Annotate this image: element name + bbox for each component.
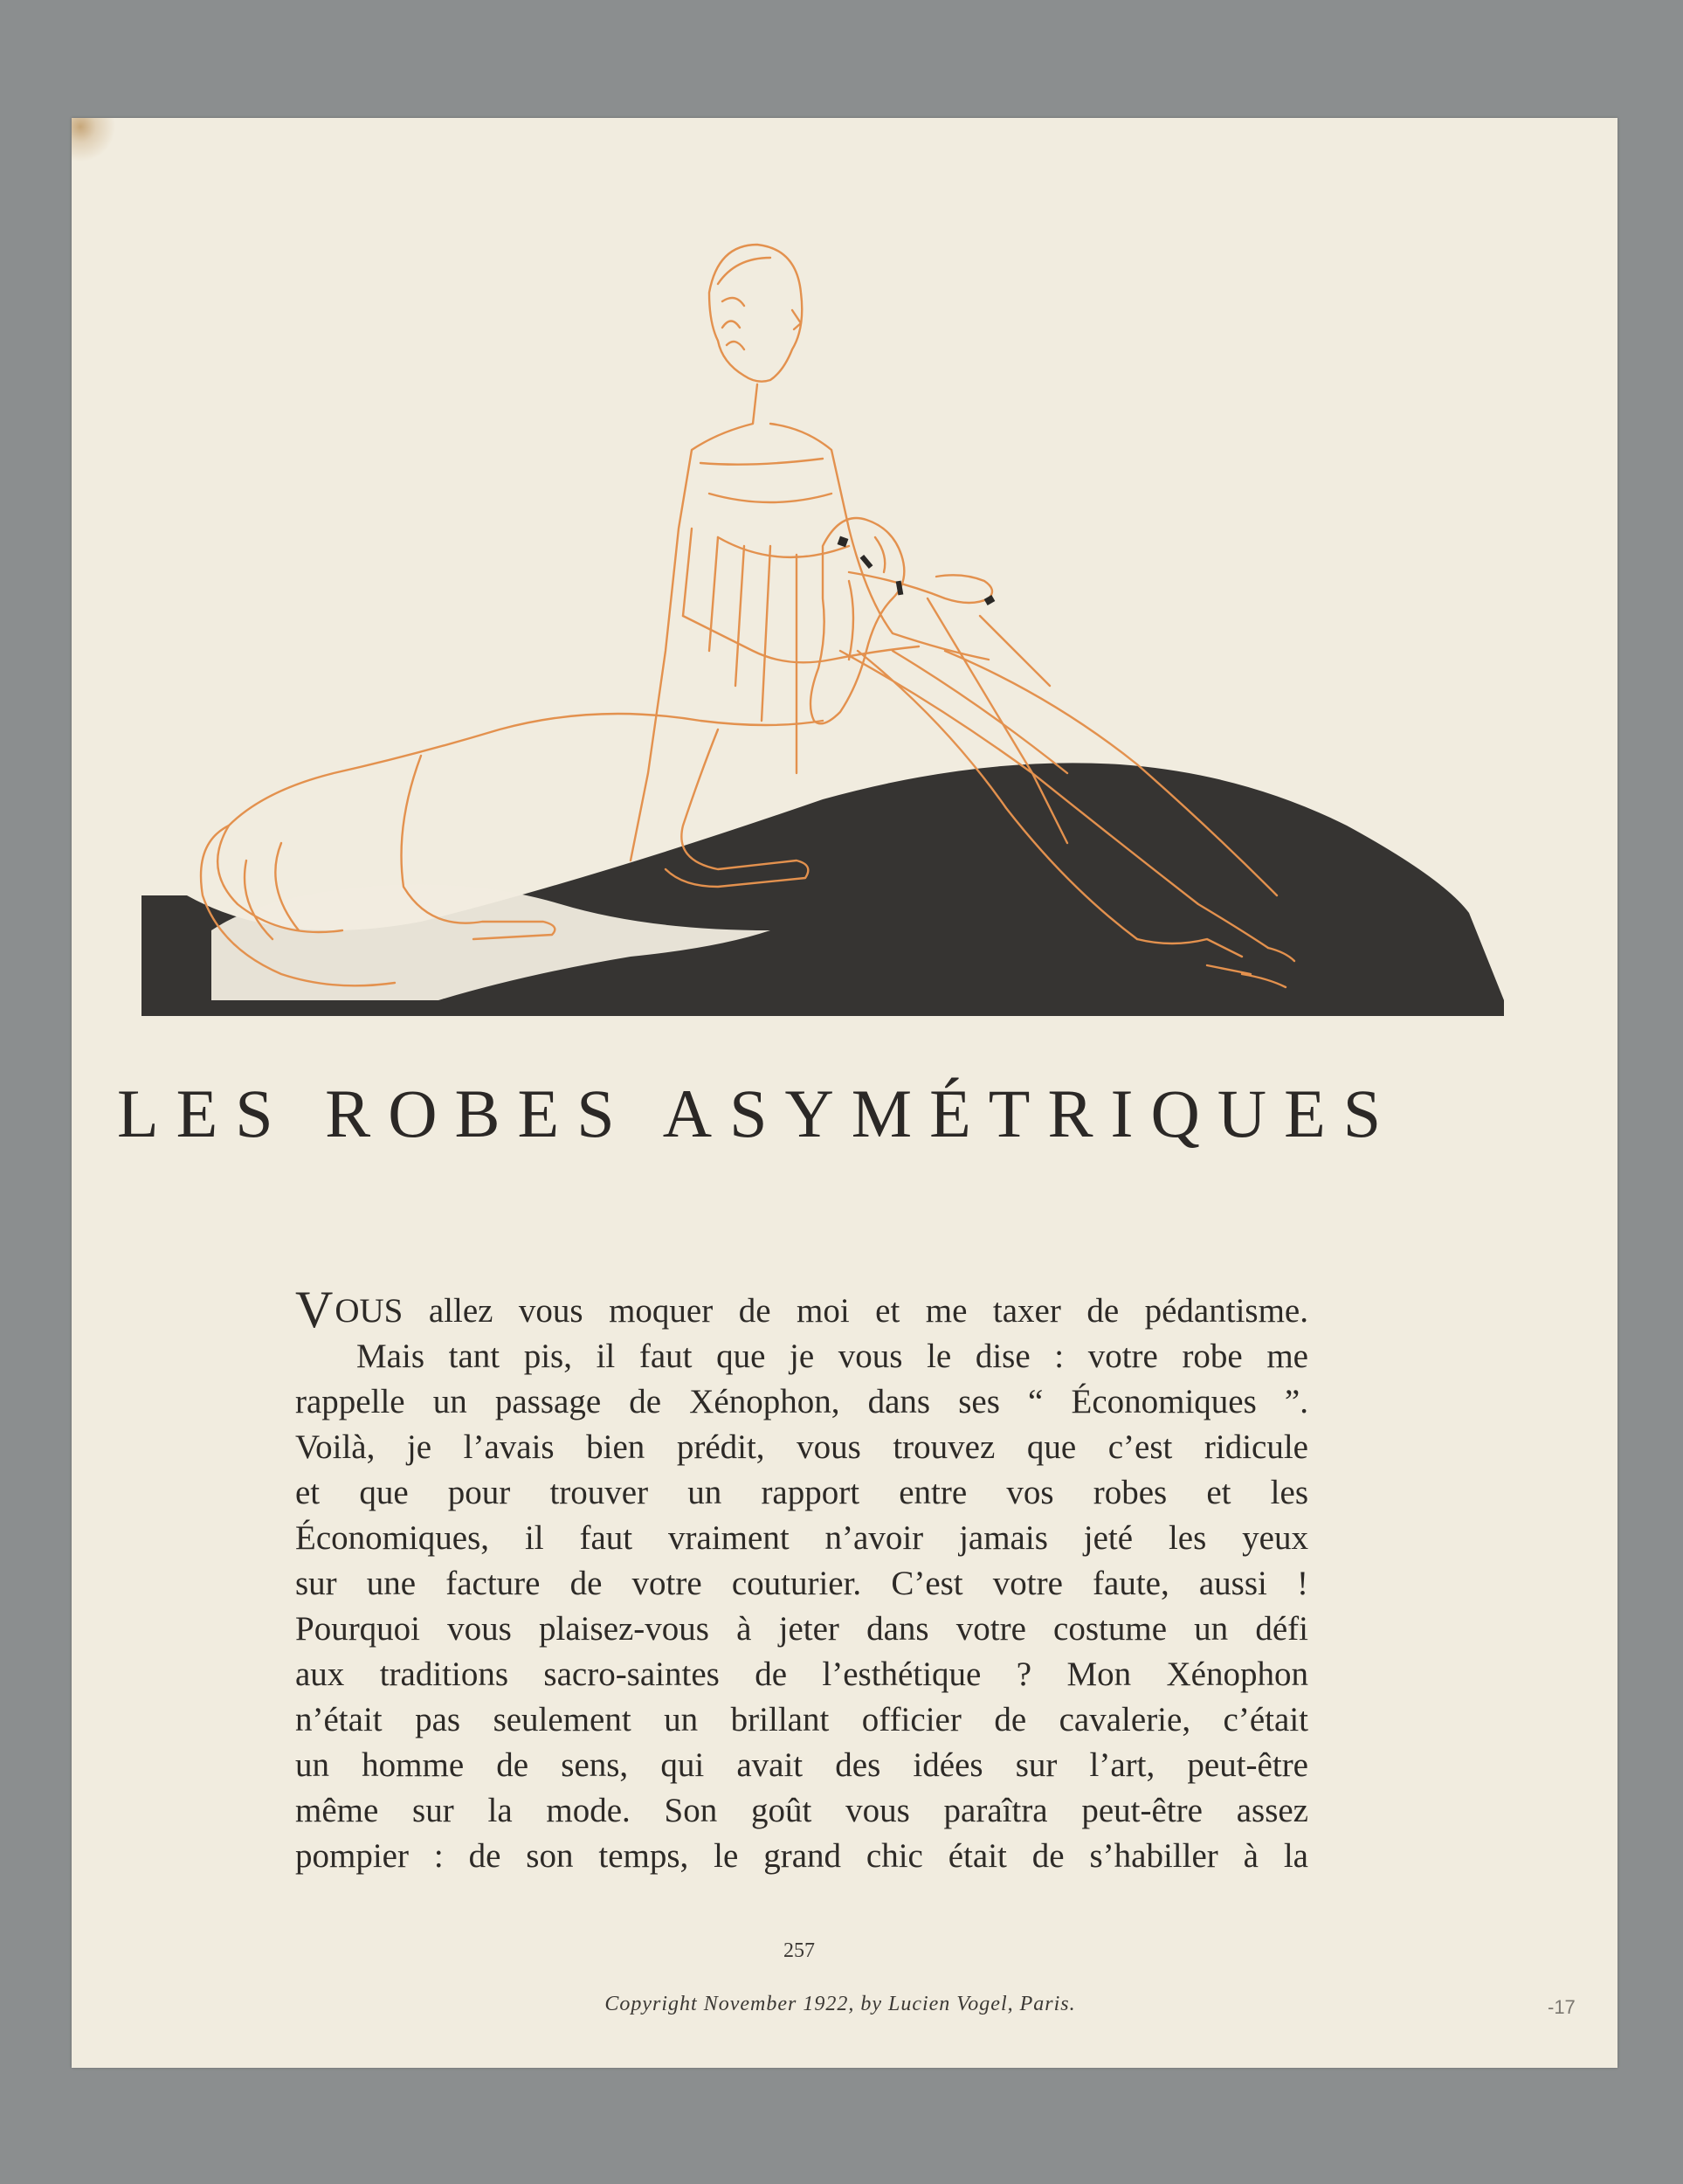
article-title: LES ROBES ASYMÉTRIQUES [117,1075,1399,1151]
body-line: Économiques, il faut vraiment n’avoir jamais jeté les yeux [295,1519,1308,1557]
drop-cap: V [295,1281,334,1338]
page-number: 257 [783,1939,815,1962]
magazine-page [72,118,1617,2068]
archive-pencil-mark: -17 [1548,1996,1576,2018]
body-line: et que pour trouver un rapport entre vos robes et les [295,1474,1308,1511]
body-line: Mais tant pis, il faut que je vous le dise : votre robe me [356,1337,1308,1375]
body-line: pompier : de son temps, le grand chic était de s’habiller à la [295,1837,1308,1875]
article-body [295,1281,1308,1879]
body-line: rappelle un passage de Xénophon, dans ses “ Économiques ”. [295,1383,1308,1420]
collar-accent [838,536,849,548]
body-line: n’était pas seulement un brillant officier de cavalerie, c’était [295,1701,1308,1738]
copyright-notice: Copyright November 1922, by Lucien Vogel, Paris. [604,1993,1076,2015]
body-line: aux traditions sacro-saintes de l’esthétique ? Mon Xénophon [295,1655,1308,1693]
body-line: Voilà, je l’avais bien prédit, vous trouvez que c’est ridicule [295,1428,1308,1466]
body-line: même sur la mode. Son goût vous paraîtra peut-être assez [295,1792,1308,1829]
dog-head [810,518,904,723]
woman-with-dog-illustration [107,162,1591,1079]
body-line: VOUS allez vous moquer de moi et me taxer de pédantisme. [295,1281,1308,1338]
woman-head [709,245,802,382]
body-line: Pourquoi vous plaisez-vous à jeter dans votre costume un défi [295,1610,1308,1648]
body-line: sur une facture de votre couturier. C’est votre faute, aussi ! [295,1565,1308,1602]
body-line: un homme de sens, qui avait des idées sur l’art, peut-être [295,1746,1308,1784]
